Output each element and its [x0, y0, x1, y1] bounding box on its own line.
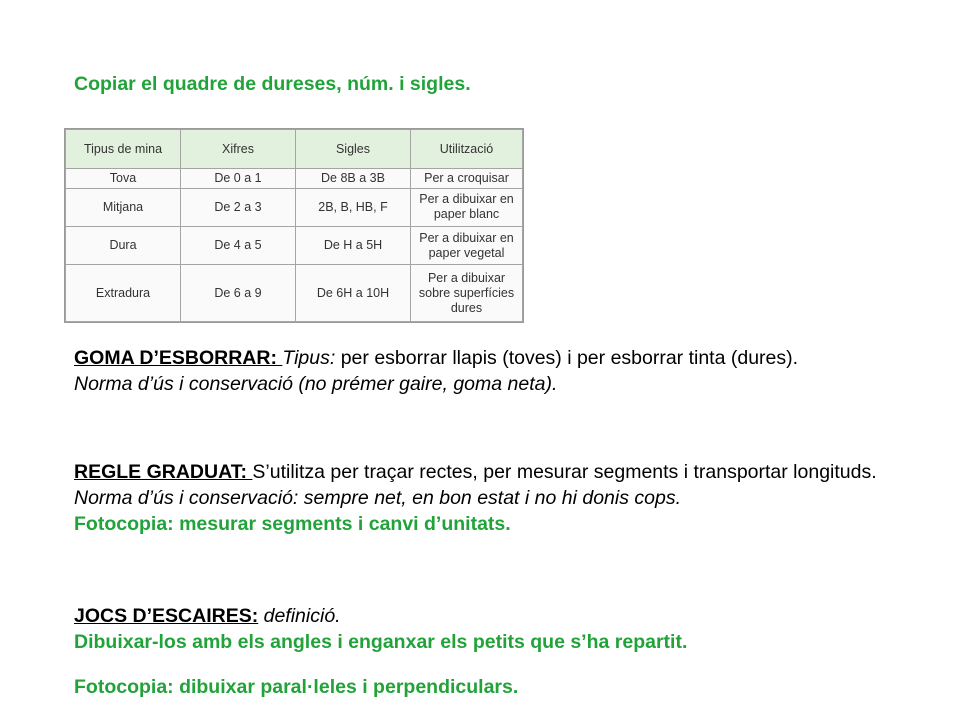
- header-cell: Tipus de mina: [66, 130, 181, 169]
- jocs-section: [74, 603, 904, 655]
- header-cell: Utilització: [411, 130, 523, 169]
- table-cell: Per a dibuixar en paper blanc: [411, 188, 523, 226]
- table-cell: 2B, B, HB, F: [296, 188, 411, 226]
- table-cell: De 8B a 3B: [296, 169, 411, 189]
- table-cell: De 6 a 9: [181, 265, 296, 322]
- header-cell: Xifres: [181, 130, 296, 169]
- goma-title: GOMA D’ESBORRAR:: [74, 347, 283, 369]
- regle-norm: Norma d’ús i conservació: sempre net, en bon estat i no hi donis cops.: [74, 487, 681, 509]
- hardness-table-image: [64, 128, 524, 323]
- table-cell: Per a dibuixar sobre superfícies dures: [411, 265, 523, 322]
- table-cell: Extradura: [66, 265, 181, 322]
- table-cell: Mitjana: [66, 188, 181, 226]
- fotocopia-final: Fotocopia: dibuixar paral·leles i perpendiculars.: [74, 676, 519, 698]
- table-cell: De H a 5H: [296, 226, 411, 264]
- header-cell: Sigles: [296, 130, 411, 169]
- table-cell: De 6H a 10H: [296, 265, 411, 322]
- table-row: [66, 265, 523, 322]
- table-row: [66, 226, 523, 264]
- table-cell: De 0 a 1: [181, 169, 296, 189]
- table-header-row: [66, 130, 523, 169]
- regle-text: S’utilitza per traçar rectes, per mesurar segments i transportar longituds.: [252, 461, 877, 483]
- regle-title: REGLE GRADUAT:: [74, 461, 253, 483]
- regle-fotocopia: Fotocopia: mesurar segments i canvi d’unitats.: [74, 513, 511, 535]
- goma-type-text: per esborrar llapis (toves) i per esborrar tinta (dures).: [335, 347, 799, 369]
- jocs-instruction: Dibuixar-los amb els angles i enganxar els petits que s’ha repartit.: [74, 631, 688, 653]
- regle-section: [74, 459, 904, 537]
- table-cell: Per a dibuixar en paper vegetal: [411, 226, 523, 264]
- goma-type-label: Tipus:: [282, 347, 336, 369]
- heading-instruction: Copiar el quadre de dureses, núm. i sigles.: [74, 73, 471, 95]
- hardness-table: [65, 129, 523, 322]
- table-cell: De 4 a 5: [181, 226, 296, 264]
- table-row: [66, 169, 523, 189]
- table-cell: Per a croquisar: [411, 169, 523, 189]
- goma-section: [74, 345, 904, 397]
- goma-norm: Norma d’ús i conservació (no prémer gaire, goma neta).: [74, 373, 558, 395]
- table-cell: Dura: [66, 226, 181, 264]
- table-row: [66, 188, 523, 226]
- table-cell: De 2 a 3: [181, 188, 296, 226]
- jocs-definition: definició.: [258, 605, 341, 627]
- table-cell: Tova: [66, 169, 181, 189]
- jocs-title: JOCS D’ESCAIRES:: [74, 605, 259, 627]
